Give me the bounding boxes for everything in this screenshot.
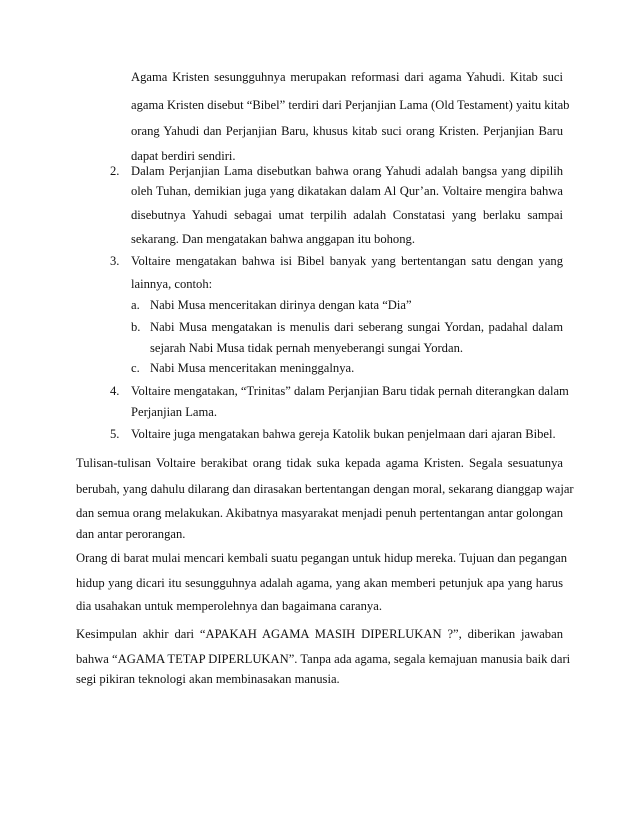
list-item-line: Voltaire mengatakan bahwa isi Bibel banyak yang bertentangan satu dengan yang <box>131 254 563 268</box>
sublist-item-line: Nabi Musa menceritakan meninggalnya. <box>150 361 355 375</box>
list-item-line: Perjanjian Lama. <box>131 405 218 419</box>
list-item-line: Voltaire juga mengatakan bahwa gereja Katolik bukan penjelmaan dari ajaran Bibel. <box>131 427 556 441</box>
list-item-line: disebutnya Yahudi sebagai umat terpilih adalah Constatasi yang berlaku sampai <box>131 208 563 222</box>
continued-paragraph-line: dapat berdiri sendiri. <box>131 149 236 163</box>
sublist-item-letter: a. <box>131 298 140 312</box>
body-paragraph-line: bahwa “AGAMA TETAP DIPERLUKAN”. Tanpa ada agama, segala kemajuan manusia baik dari <box>76 652 571 666</box>
continued-paragraph-line: Agama Kristen sesungguhnya merupakan reformasi dari agama Yahudi. Kitab suci <box>131 70 563 84</box>
body-paragraph-line: hidup yang dicari itu sesungguhnya adalah agama, yang akan memberi petunjuk apa yang harus <box>76 576 563 590</box>
list-item-number: 5. <box>110 427 120 441</box>
list-item-number: 3. <box>110 254 120 268</box>
body-paragraph-line: dan semua orang melakukan. Akibatnya masyarakat menjadi penuh pertentangan antar golongan <box>76 506 563 520</box>
body-paragraph-line: Orang di barat mulai mencari kembali suatu pegangan untuk hidup mereka. Tujuan dan pegangan <box>76 551 568 565</box>
body-paragraph-line: berubah, yang dahulu dilarang dan dirasakan bertentangan dengan moral, sekarang dianggap wajar <box>76 482 574 496</box>
body-paragraph-line: Kesimpulan akhir dari “APAKAH AGAMA MASIH DIPERLUKAN ?”, diberikan jawaban <box>76 627 563 641</box>
list-item-line: oleh Tuhan, demikian juga yang dikatakan dalam Al Qur’an. Voltaire mengira bahwa <box>131 184 563 198</box>
continued-paragraph-line: orang Yahudi dan Perjanjian Baru, khusus kitab suci orang Kristen. Perjanjian Baru <box>131 124 563 138</box>
list-item-line: lainnya, contoh: <box>131 277 213 291</box>
sublist-item-letter: c. <box>131 361 140 375</box>
body-paragraph-line: dan antar perorangan. <box>76 527 186 541</box>
body-paragraph-line: segi pikiran teknologi akan membinasakan manusia. <box>76 672 340 686</box>
list-item-line: Dalam Perjanjian Lama disebutkan bahwa orang Yahudi adalah bangsa yang dipilih <box>131 164 563 178</box>
sublist-item-line: Nabi Musa menceritakan dirinya dengan kata “Dia” <box>150 298 412 312</box>
sublist-item-line: sejarah Nabi Musa tidak pernah menyeberangi sungai Yordan. <box>150 341 464 355</box>
sublist-item-letter: b. <box>131 320 141 334</box>
body-paragraph-line: dia usahakan untuk memperolehnya dan bagaimana caranya. <box>76 599 382 613</box>
body-paragraph-line: Tulisan-tulisan Voltaire berakibat orang tidak suka kepada agama Kristen. Segala sesuatunya <box>76 456 563 470</box>
list-item-line: sekarang. Dan mengatakan bahwa anggapan itu bohong. <box>131 232 415 246</box>
list-item-line: Voltaire mengatakan, “Trinitas” dalam Perjanjian Baru tidak pernah diterangkan dalam <box>131 384 569 398</box>
sublist-item-line: Nabi Musa mengatakan is menulis dari seberang sungai Yordan, padahal dalam <box>150 320 563 334</box>
list-item-number: 4. <box>110 384 120 398</box>
list-item-number: 2. <box>110 164 120 178</box>
continued-paragraph-line: agama Kristen disebut “Bibel” terdiri dari Perjanjian Lama (Old Testament) yaitu kitab <box>131 98 570 112</box>
